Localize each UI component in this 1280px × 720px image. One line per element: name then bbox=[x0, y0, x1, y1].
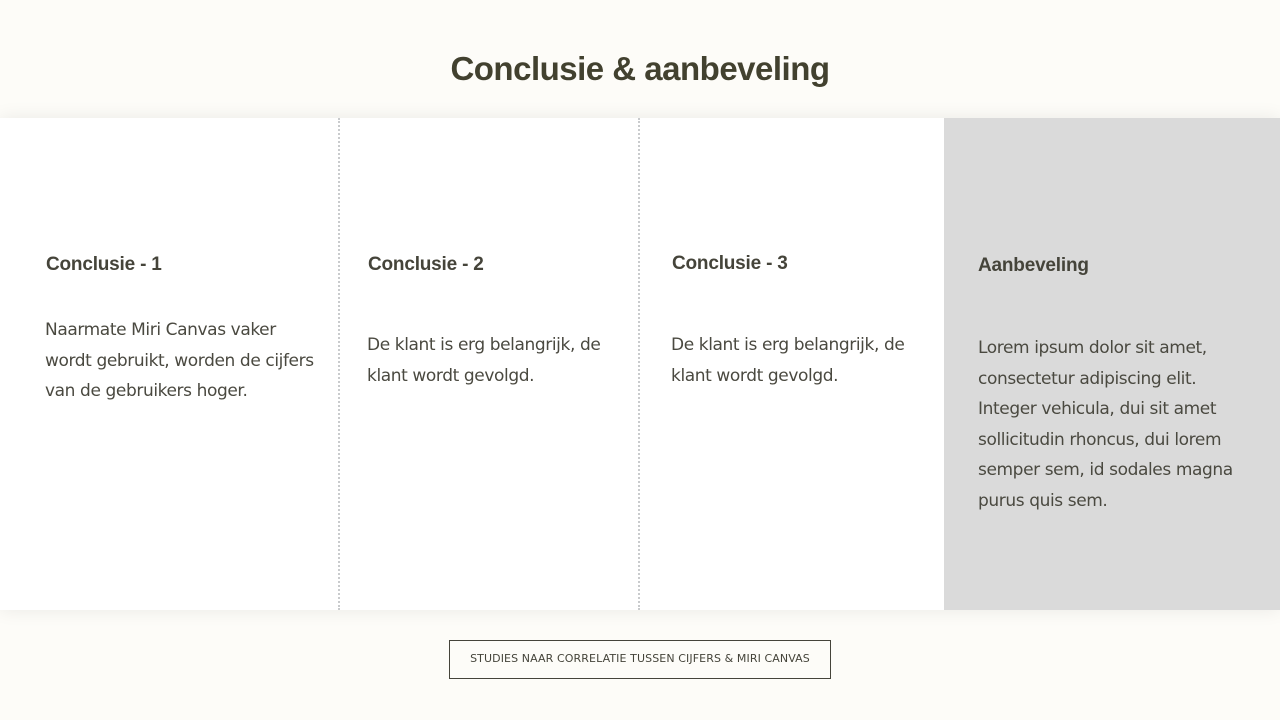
conclusion-2-column bbox=[338, 118, 638, 610]
conclusion-3-heading: Conclusie - 3 bbox=[672, 253, 788, 274]
recommendation-text: Lorem ipsum dolor sit amet, consectetur adipiscing elit. Integer vehicula, dui sit amet sollicitudin rhoncus, dui lorem semper sem, id sodales magna purus quis sem. bbox=[978, 338, 1233, 511]
recommendation-heading: Aanbeveling bbox=[978, 255, 1089, 276]
conclusion-1-text: Naarmate Miri Canvas vaker wordt gebruikt, worden de cijfers van de gebruikers hoger. bbox=[45, 320, 314, 401]
conclusion-1-heading: Conclusie - 1 bbox=[46, 254, 162, 275]
footer-tag: STUDIES NAAR CORRELATIE TUSSEN CIJFERS & MIRI CANVAS bbox=[449, 640, 831, 679]
slide-title: Conclusie & aanbeveling bbox=[450, 50, 830, 87]
recommendation-column bbox=[944, 118, 1280, 610]
conclusion-panel bbox=[0, 118, 1280, 610]
conclusion-3-column bbox=[638, 118, 944, 610]
conclusion-3-text: De klant is erg belangrijk, de klant wordt gevolgd. bbox=[671, 335, 905, 386]
conclusion-2-text: De klant is erg belangrijk, de klant wordt gevolgd. bbox=[367, 335, 601, 386]
conclusion-1-column bbox=[0, 118, 338, 610]
conclusion-2-heading: Conclusie - 2 bbox=[368, 254, 484, 275]
